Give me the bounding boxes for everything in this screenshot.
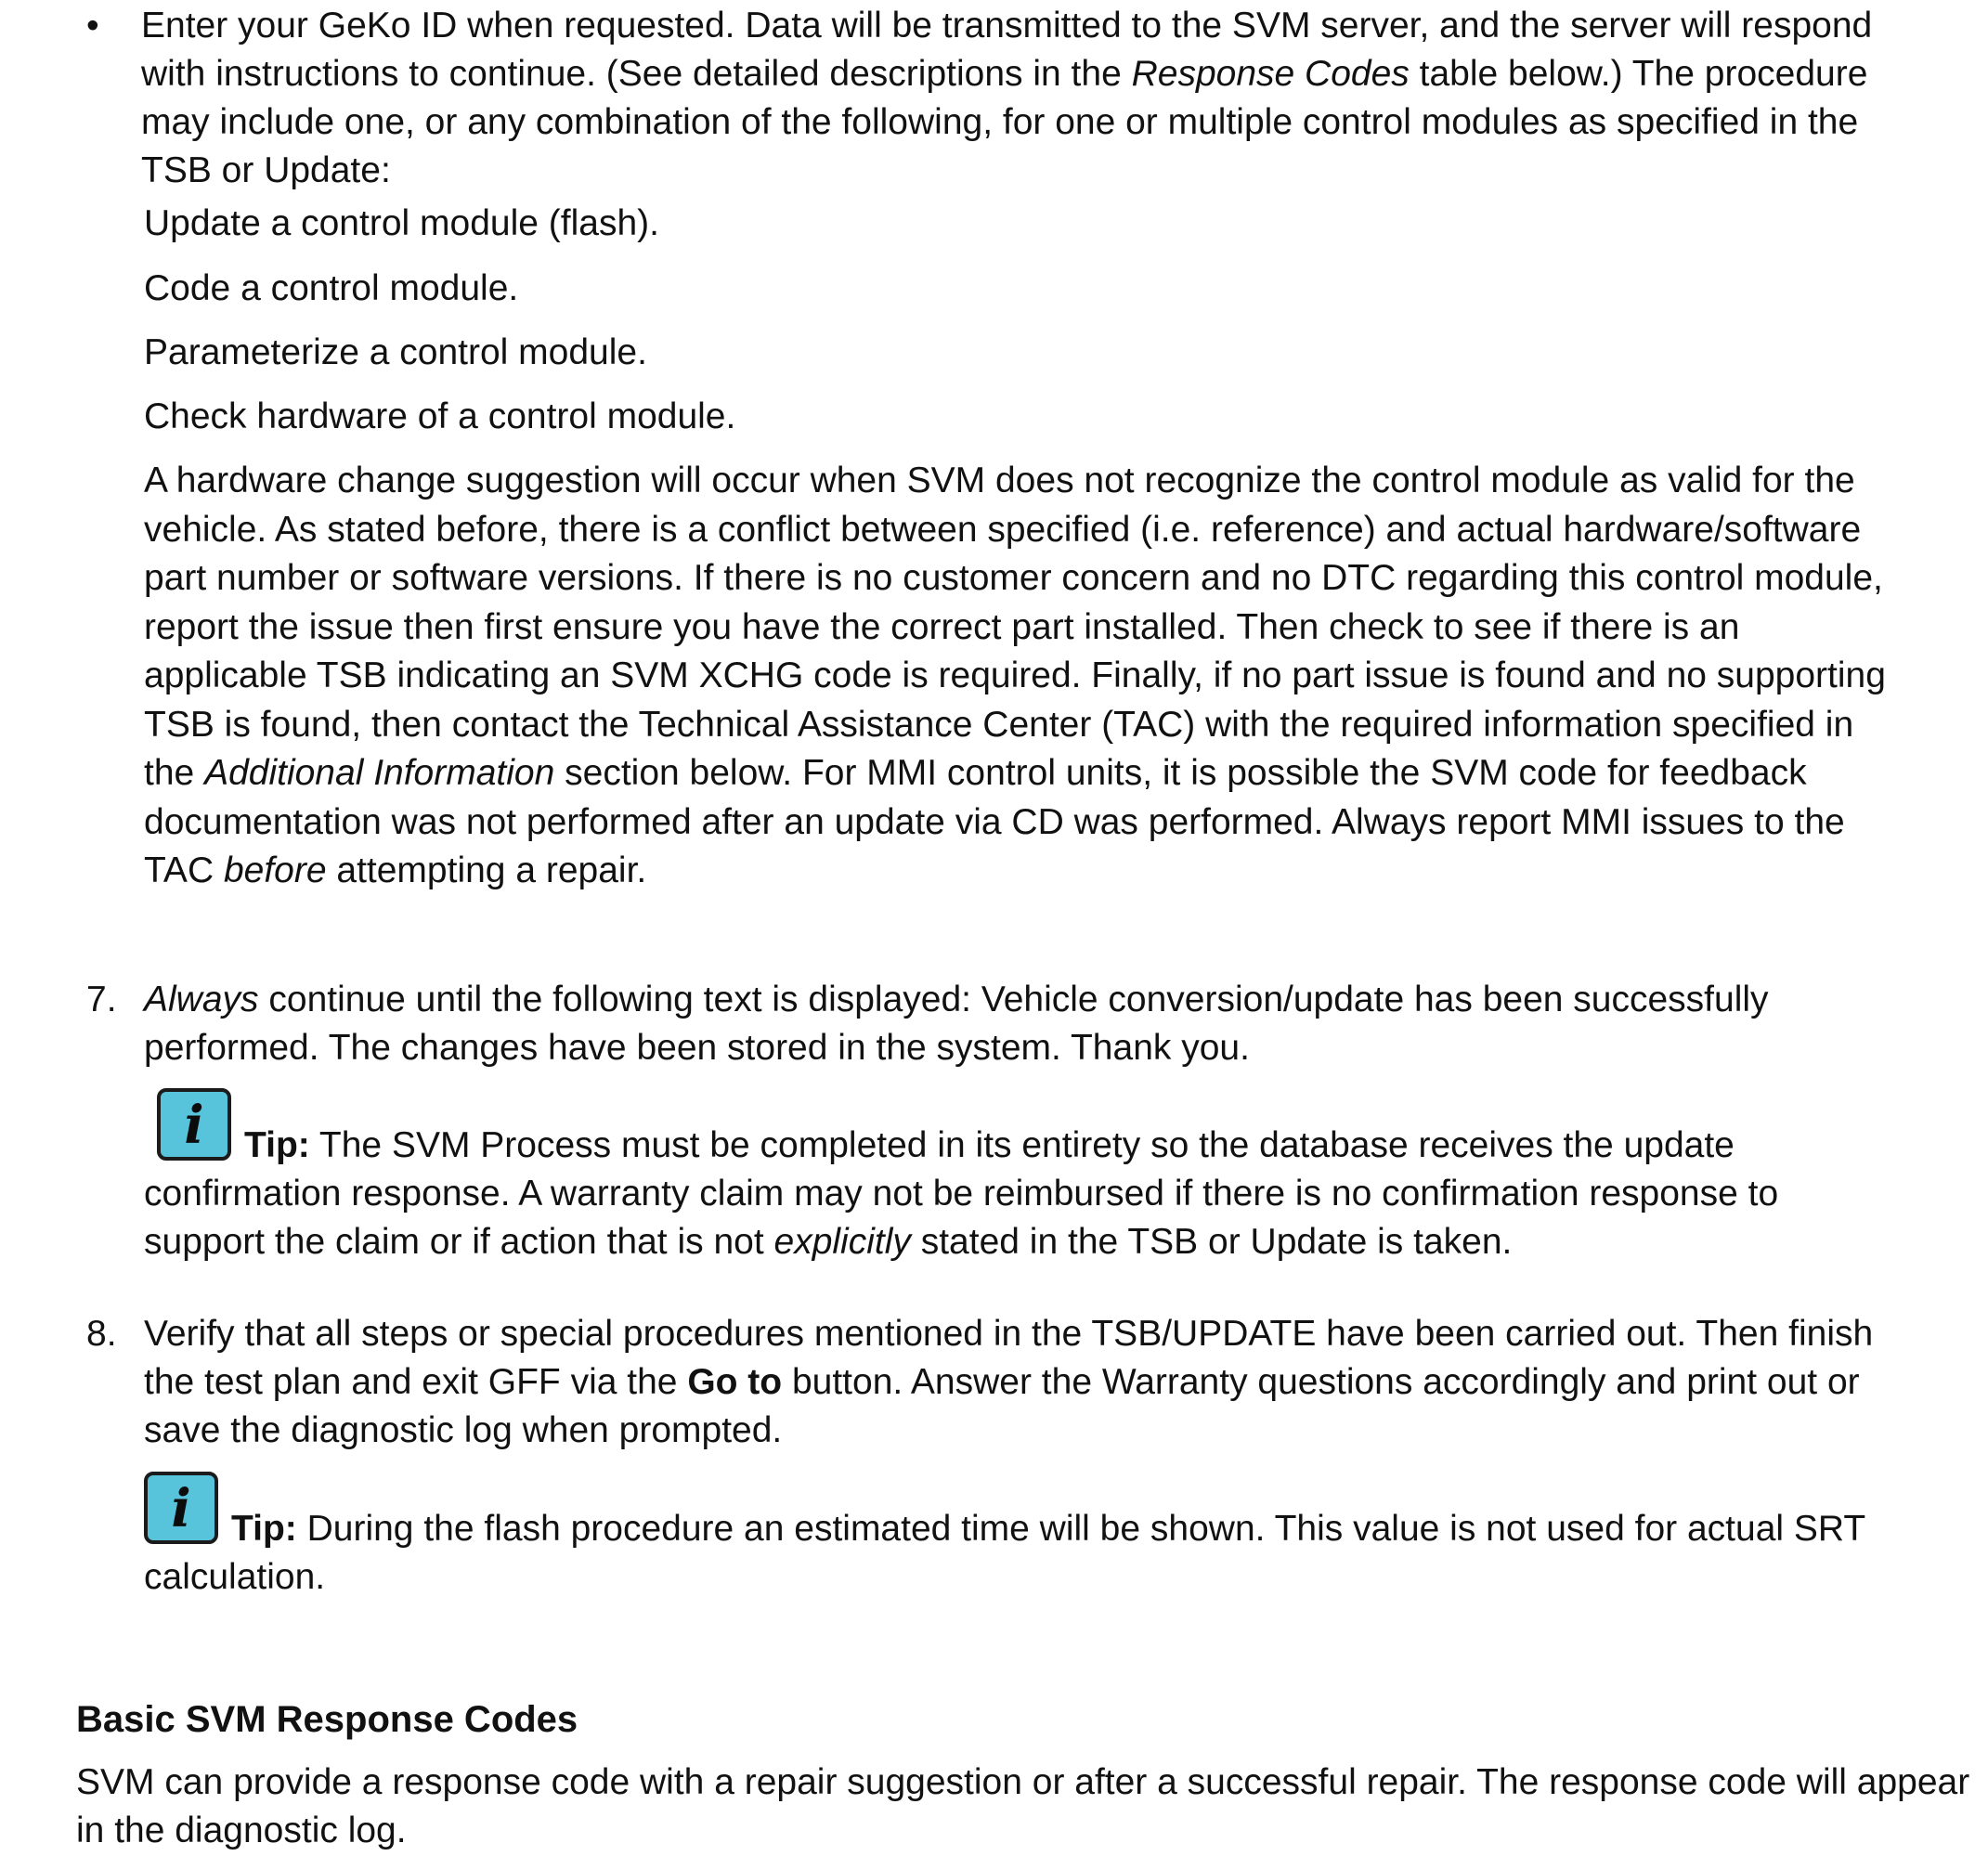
hardware-text-c: attempting a repair. <box>326 850 647 890</box>
bullet-text-end: table below.) The procedure may include one, or any combination of the following, for one or multiple control modules as specified in the TSB or Update: <box>141 54 1868 190</box>
bullet-text: Enter your GeKo ID when requested. Data will be transmitted to the SVM server, and the server will respond with instructions to continue. (See detailed descriptions in the <box>141 6 1873 94</box>
info-icon: i <box>157 1088 231 1161</box>
step-8 <box>86 1310 1908 1455</box>
step-7-text: continue until the following text is displayed: Vehicle conversion/update has been successfully performed. The changes have been stored in the system. Thank you. <box>144 980 1769 1068</box>
tip-1 <box>144 1088 1908 1266</box>
step-8-text-b: button. Answer the Warranty questions accordingly and print out or save the diagnostic log when prompted. <box>144 1362 1860 1450</box>
tip-1-label: Tip: <box>244 1125 310 1165</box>
info-icon: i <box>144 1472 218 1544</box>
tip-2-label: Tip: <box>231 1509 297 1549</box>
step-7-emphasis: Always <box>144 980 259 1019</box>
hardware-text-b: section below. For MMI control units, it is possible the SVM code for feedback documentation was not performed after an update via CD was performed. Always report MMI issues to the TAC <box>144 753 1845 890</box>
step-8-number: 8. <box>86 1314 117 1354</box>
bullet-marker: • <box>86 6 99 45</box>
hardware-text-a: A hardware change suggestion will occur when SVM does not recognize the control module as valid for the vehicle. As stated before, there is a conflict between specified (i.e. reference) and actual hardware/software part number or software versions. If there is no customer concern and no DTC regarding this control module, report the issue then first ensure you have the correct part installed. Then check to see if there is an applicable TSB indicating an SVM XCHG code is required. Finally, if no part issue is found and no supporting TSB is found, then contact the Technical Assistance Center (TAC) with the required information specified in the <box>144 461 1886 793</box>
tip-1-text-b: stated in the TSB or Update is taken. <box>910 1222 1513 1262</box>
tip-1-emphasis: explicitly <box>773 1222 911 1262</box>
tip-1-text-a: The SVM Process must be completed in its entirety so the database receives the update confirmation response. A warranty claim may not be reimbursed if there is no confirmation response to support the claim or if action that is not <box>144 1125 1779 1262</box>
bullet-paragraph <box>86 2 1924 195</box>
tip-2-text: During the flash procedure an estimated time will be shown. This value is not used for actual SRT calculation. <box>144 1509 1865 1597</box>
step-8-text-a: Verify that all steps or special procedures mentioned in the TSB/UPDATE have been carried out. Then finish the test plan and exit GFF via the <box>144 1314 1874 1402</box>
sub-item-check-hardware: Check hardware of a control module. <box>144 396 736 436</box>
sub-item-parameterize: Parameterize a control module. <box>144 332 647 372</box>
sub-item-flash: Update a control module (flash). <box>144 203 659 243</box>
hardware-text-a-emphasis: Additional Information <box>204 753 555 793</box>
tip-2 <box>144 1472 1908 1602</box>
hardware-text-b-emphasis: before <box>223 850 327 890</box>
step-7-number: 7. <box>86 980 117 1019</box>
step-8-bold: Go to <box>687 1362 783 1402</box>
section-heading: Basic SVM Response Codes <box>76 1699 578 1740</box>
sub-item-code: Code a control module. <box>144 268 519 308</box>
step-7 <box>86 976 1908 1072</box>
hardware-change-paragraph <box>144 457 1890 896</box>
bullet-text-emphasis: Response Codes <box>1131 54 1410 94</box>
section-body: SVM can provide a response code with a repair suggestion or after a successful repair. The response code will appear in the diagnostic log. <box>76 1762 1970 1850</box>
